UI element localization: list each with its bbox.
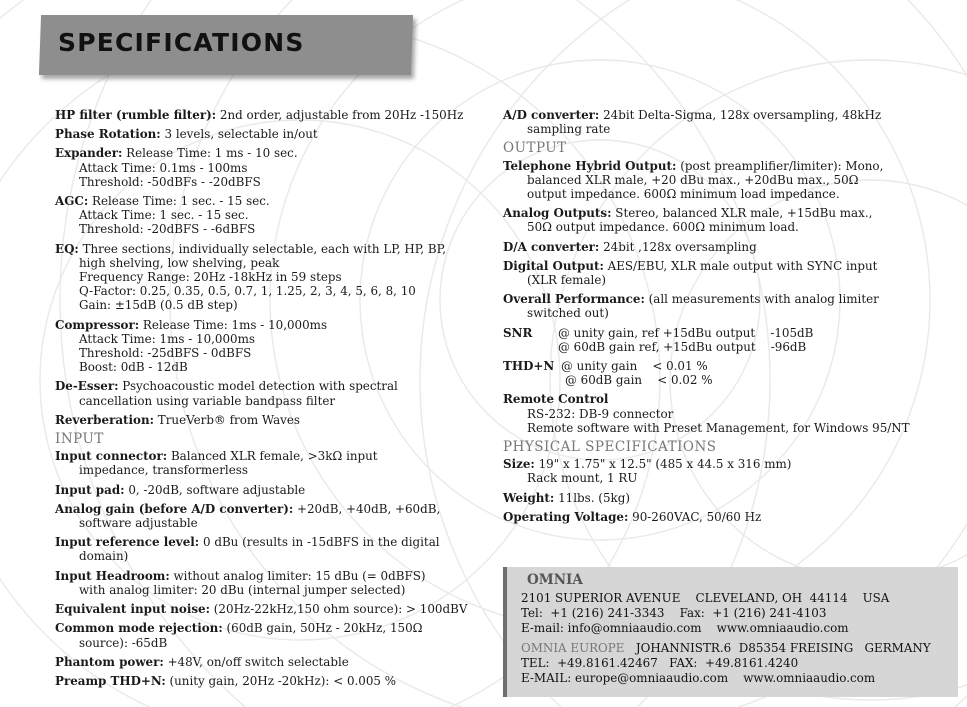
left-spec-list <box>55 108 500 427</box>
spec-value: Stereo, balanced XLR male, +15dBu max., <box>615 206 873 221</box>
spec-value: without analog limiter: 15 dBu (= 0dBFS) <box>173 568 426 583</box>
spec-value: (all measurements with analog limiter <box>648 292 879 307</box>
spec-first-line <box>55 602 500 616</box>
spec-first-line <box>55 502 500 516</box>
us-email: E-mail: info@omniaaudio.com www.omniaaudio.com <box>521 621 849 635</box>
snr-row: @ unity gain, ref +15dBu output -105dB <box>558 325 814 340</box>
spec-first-line <box>503 159 958 173</box>
spec-label: Telephone Hybrid Output: <box>503 158 677 173</box>
spec-label: Input Headroom: <box>55 568 170 583</box>
spec-sub-line: Threshold: -25dBFS - 0dBFS <box>79 346 252 361</box>
spec-label: Input reference level: <box>55 535 200 550</box>
spec-value: AES/EBU, XLR male output with SYNC input <box>607 258 878 273</box>
spec-sub-line: 50Ω output impedance. 600Ω minimum load. <box>527 220 799 235</box>
spec-item <box>55 483 500 497</box>
us-phone: Tel: +1 (216) 241-3343 Fax: +1 (216) 241-4103 <box>521 606 827 620</box>
physical-spec-list <box>503 457 958 524</box>
spec-item <box>503 292 958 320</box>
remote-control-spec <box>503 392 958 435</box>
spec-value: 0, -20dB, software adjustable <box>128 482 306 497</box>
spec-item <box>503 259 958 287</box>
spec-first-line <box>55 242 500 256</box>
spec-sub-line: source): -65dB <box>79 635 168 650</box>
spec-item <box>55 449 500 477</box>
thd-label: THD+N <box>503 359 555 374</box>
spec-label: Analog Outputs: <box>503 206 612 221</box>
spec-item <box>503 240 958 254</box>
spec-first-line <box>503 510 958 524</box>
spec-item <box>55 108 500 122</box>
spec-sub-line: Rack mount, 1 RU <box>527 471 638 486</box>
europe-email: E-MAIL: europe@omniaaudio.com www.omniaaudio.com <box>521 671 876 685</box>
remote-control-line: RS-232: DB-9 connector <box>527 406 674 421</box>
spec-label: D/A converter: <box>503 239 600 254</box>
spec-sub-line: domain) <box>79 549 129 564</box>
spec-label: Compressor: <box>55 317 140 332</box>
spec-item <box>55 146 500 189</box>
spec-value: 2nd order, adjustable from 20Hz -150Hz <box>219 108 464 122</box>
spec-label: Size: <box>503 457 535 472</box>
spec-item <box>503 206 958 234</box>
spec-value: Three sections, individually selectable, each with LP, HP, BP, <box>82 241 447 256</box>
spec-value: +20dB, +40dB, +60dB, <box>297 501 441 516</box>
remote-control-line: Remote software with Preset Management, for Windows 95/NT <box>527 420 910 435</box>
remote-control-label: Remote Control <box>503 392 609 407</box>
spec-item <box>55 569 500 597</box>
spec-item <box>55 127 500 141</box>
spec-item <box>55 413 500 427</box>
physical-section-title: PHYSICAL SPECIFICATIONS <box>503 439 717 456</box>
spec-first-line <box>55 674 500 688</box>
spec-label: Weight: <box>503 490 555 505</box>
spec-label: De-Esser: <box>55 379 119 394</box>
spec-item <box>55 621 500 649</box>
contact-box <box>503 567 958 697</box>
spec-item <box>55 535 500 563</box>
spec-item <box>503 159 958 202</box>
spec-value: +48V, on/off switch selectable <box>167 654 349 669</box>
left-column <box>55 108 500 693</box>
spec-value: Release Time: 1 ms - 10 sec. <box>126 146 298 161</box>
spec-first-line <box>503 259 958 273</box>
spec-first-line <box>55 318 500 332</box>
spec-sub-line: impedance, transformerless <box>79 463 248 478</box>
converter-spec-list <box>503 108 958 136</box>
spec-sub-line: Q-Factor: 0.25, 0.35, 0.5, 0.7, 1, 1.25, 2, 3, 4, 5, 6, 8, 10 <box>79 284 416 299</box>
spec-label: EQ: <box>55 241 79 256</box>
company-name: OMNIA <box>527 572 583 588</box>
spec-sub-line: (XLR female) <box>527 273 607 288</box>
spec-first-line <box>55 194 500 208</box>
spec-label: Preamp THD+N: <box>55 673 166 688</box>
europe-address-line <box>521 641 946 656</box>
page-title: SPECIFICATIONS <box>58 28 305 57</box>
thd-spec <box>503 359 958 387</box>
spec-sub-line: Attack Time: 0.1ms - 100ms <box>79 160 248 175</box>
spec-value: 24bit Delta-Sigma, 128x oversampling, 48kHz <box>603 108 882 122</box>
spec-first-line <box>55 146 500 160</box>
spec-value: Release Time: 1ms - 10,000ms <box>142 317 328 332</box>
spec-value: 0 dBu (results in -15dBFS in the digital <box>202 535 440 550</box>
spec-value: 3 levels, selectable in/out <box>164 127 318 142</box>
spec-first-line <box>55 535 500 549</box>
spec-sub-line: Frequency Range: 20Hz -18kHz in 59 steps <box>79 270 342 285</box>
spec-value: (20Hz-22kHz,150 ohm source): > 100dBV <box>213 602 468 617</box>
spec-sub-line: output impedance. 600Ω minimum load impedance. <box>527 187 840 202</box>
europe-phone: TEL: +49.8161.42467 FAX: +49.8161.4240 <box>521 656 799 670</box>
spec-value: (post preamplifier/limiter): Mono, <box>680 158 884 173</box>
spec-first-line <box>55 108 500 122</box>
output-spec-list <box>503 159 958 321</box>
spec-sub-line: software adjustable <box>79 516 198 531</box>
spec-label: Equivalent input noise: <box>55 602 211 617</box>
spec-item <box>55 242 500 313</box>
spec-label: Reverberation: <box>55 412 155 427</box>
spec-label: Phase Rotation: <box>55 127 161 142</box>
spec-label: Input pad: <box>55 482 125 497</box>
spec-value: 11lbs. (5kg) <box>558 490 630 505</box>
spec-sub-line: Attack Time: 1ms - 10,000ms <box>79 331 256 346</box>
input-spec-list <box>55 449 500 688</box>
us-address: 2101 SUPERIOR AVENUE CLEVELAND, OH 44114 USA <box>521 591 890 605</box>
spec-item <box>503 491 958 505</box>
spec-first-line <box>55 413 500 427</box>
spec-first-line <box>503 457 958 471</box>
spec-item <box>55 194 500 237</box>
spec-first-line <box>503 491 958 505</box>
spec-label: Phantom power: <box>55 654 164 669</box>
right-column <box>503 108 958 529</box>
spec-label: Expander: <box>55 146 123 161</box>
spec-first-line <box>55 569 500 583</box>
output-section-title: OUTPUT <box>503 140 567 157</box>
spec-value: Release Time: 1 sec. - 15 sec. <box>92 194 270 209</box>
snr-spec <box>503 326 958 354</box>
spec-item <box>55 379 500 407</box>
spec-first-line <box>55 655 500 669</box>
spec-sub-line: switched out) <box>527 306 609 321</box>
spec-label: Common mode rejection: <box>55 621 223 636</box>
spec-label: A/D converter: <box>503 108 600 122</box>
spec-sub-line: cancellation using variable bandpass filter <box>79 393 336 408</box>
europe-address: JOHANNISTR.6 D85354 FREISING GERMANY <box>635 641 931 655</box>
spec-sub-line: Threshold: -20dBFS - -6dBFS <box>79 222 256 237</box>
spec-first-line <box>503 108 958 122</box>
spec-value: (unity gain, 20Hz -20kHz): < 0.005 % <box>169 673 397 688</box>
spec-item <box>55 502 500 530</box>
spec-item <box>55 655 500 669</box>
spec-item <box>503 108 958 136</box>
spec-sub-line: balanced XLR male, +20 dBu max., +20dBu max., 50Ω <box>527 172 859 187</box>
spec-first-line <box>503 292 958 306</box>
spec-item <box>503 510 958 524</box>
spec-sub-line: Threshold: -50dBFs - -20dBFS <box>79 174 261 189</box>
spec-value: (60dB gain, 50Hz - 20kHz, 150Ω <box>226 621 423 636</box>
spec-label: Analog gain (before A/D converter): <box>55 501 294 516</box>
spec-sub-line: Boost: 0dB - 12dB <box>79 360 188 375</box>
spec-label: Operating Voltage: <box>503 509 629 524</box>
spec-first-line <box>503 206 958 220</box>
spec-label: AGC: <box>55 194 89 209</box>
spec-sub-line: sampling rate <box>527 122 611 137</box>
spec-value: 19" x 1.75" x 12.5" (485 x 44.5 x 316 mm) <box>538 457 792 472</box>
spec-value: Balanced XLR female, >3kΩ input <box>170 449 378 464</box>
thd-row: @ 60dB gain < 0.02 % <box>565 373 713 388</box>
spec-sub-line: high shelving, low shelving, peak <box>79 255 280 270</box>
spec-label: Digital Output: <box>503 258 604 273</box>
spec-item <box>55 318 500 375</box>
snr-label: SNR <box>503 325 533 340</box>
spec-first-line <box>55 449 500 463</box>
spec-first-line <box>55 621 500 635</box>
spec-label: HP filter (rumble filter): <box>55 108 217 122</box>
spec-label: Overall Performance: <box>503 292 645 307</box>
spec-sub-line: Gain: ±15dB (0.5 dB step) <box>79 298 238 313</box>
spec-first-line <box>55 483 500 497</box>
spec-item <box>55 674 500 688</box>
spec-value: TrueVerb® from Waves <box>157 412 301 427</box>
input-section-title: INPUT <box>55 431 104 448</box>
spec-sub-line: Attack Time: 1 sec. - 15 sec. <box>79 208 249 223</box>
spec-label: Input connector: <box>55 449 168 464</box>
thd-row: @ unity gain < 0.01 % <box>561 359 708 374</box>
spec-first-line <box>55 127 500 141</box>
spec-value: Psychoacoustic model detection with spectral <box>122 379 398 394</box>
europe-label: OMNIA EUROPE <box>521 641 625 655</box>
spec-item <box>503 457 958 485</box>
spec-value: 90-260VAC, 50/60 Hz <box>632 509 762 524</box>
snr-row: @ 60dB gain ref, +15dBu output -96dB <box>558 339 807 354</box>
spec-first-line <box>503 240 958 254</box>
spec-value: 24bit ,128x oversampling <box>603 239 757 254</box>
spec-sub-line: with analog limiter: 20 dBu (internal jumper selected) <box>79 582 406 597</box>
spec-first-line <box>55 379 500 393</box>
spec-item <box>55 602 500 616</box>
